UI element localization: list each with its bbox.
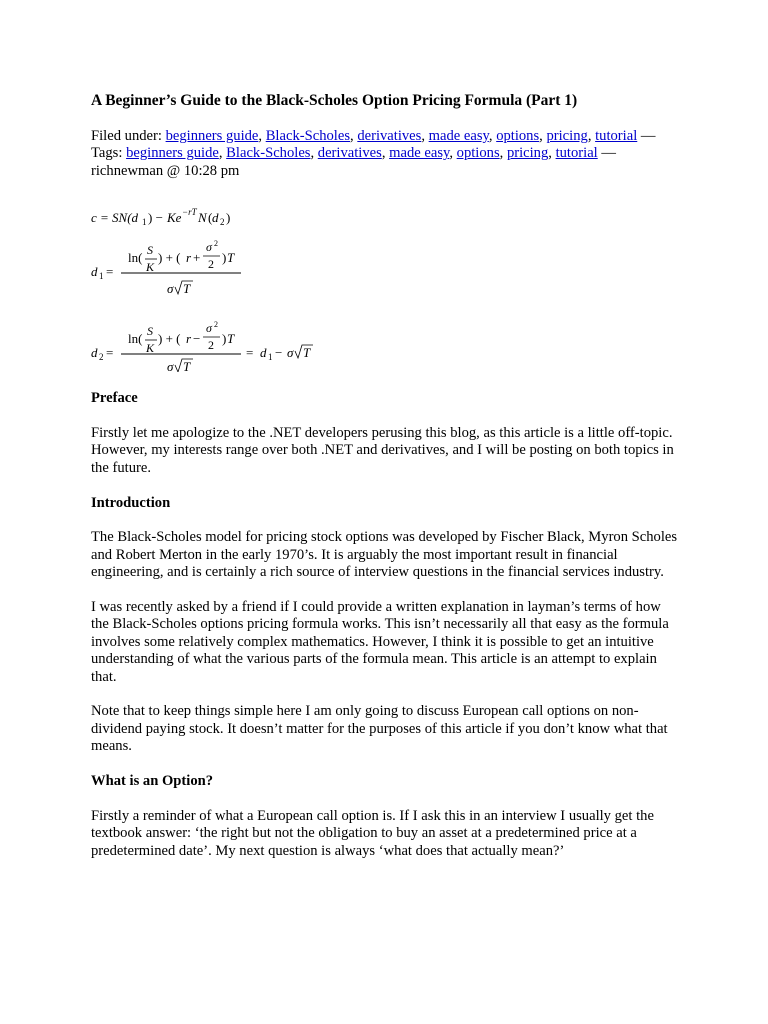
option-paragraph: Firstly a reminder of what a European call option is. If I ask this in an interview I usually get the textbook answer: ‘the right but not the obligation to buy an asset at a predetermined price at a predetermined date’. My next question is always ‘what does that actually mean?’	[91, 807, 654, 859]
svg-text:K: K	[146, 341, 155, 356]
svg-text:ln(: ln(	[128, 331, 143, 347]
tags-link[interactable]: beginners guide	[126, 145, 219, 162]
d2-formula	[91, 320, 313, 372]
svg-text:2: 2	[208, 257, 214, 272]
tags-link[interactable]: derivatives	[317, 145, 382, 162]
svg-text:r: r	[186, 331, 192, 347]
svg-text:Ke: Ke	[167, 210, 182, 226]
black-scholes-formulas	[91, 196, 681, 372]
svg-text:N: N	[198, 210, 207, 226]
tags-label: Tags:	[91, 145, 123, 162]
svg-text:S: S	[147, 243, 153, 258]
svg-text:+: +	[193, 250, 201, 266]
filed_under-link[interactable]: tutorial	[595, 128, 638, 144]
svg-text:c = SN(d: c = SN(d	[91, 210, 139, 226]
svg-text:T: T	[303, 345, 311, 361]
svg-text:1: 1	[142, 217, 147, 228]
svg-text:σ: σ	[167, 281, 174, 297]
d1-formula	[91, 239, 241, 296]
meta-separator: —	[597, 145, 616, 162]
tags-link[interactable]: pricing	[506, 145, 549, 162]
svg-text:) + (: ) + (	[158, 331, 181, 347]
filed_under-link[interactable]: derivatives	[357, 128, 422, 144]
svg-text:T: T	[227, 331, 235, 347]
svg-text:2: 2	[208, 338, 214, 353]
svg-text:=: =	[246, 345, 254, 361]
svg-text:−: −	[193, 331, 201, 347]
author-line: richnewman @ 10:28 pm	[91, 162, 240, 179]
svg-text:d: d	[91, 264, 98, 280]
svg-text:T: T	[183, 281, 191, 297]
svg-text:ln(: ln(	[128, 250, 143, 266]
svg-text:=: =	[106, 345, 114, 361]
svg-text:2: 2	[214, 239, 218, 249]
svg-text:) −: ) −	[148, 210, 163, 226]
introduction-paragraph-2: I was recently asked by a friend if I could provide a written explanation in layman’s terms of how the Black-Scholes options pricing formula works. This isn’t necessarily all that easy as the formula involves some relatively complex mathematics. However, I think it is possible to get an intuitive understanding of what the various parts of the formula mean. This article is an attempt to explain that.	[91, 599, 669, 685]
introduction-paragraph-1: The Black-Scholes model for pricing stock options was developed by Fischer Black, Myron Scholes and Robert Merton in the early 1970’s. It is arguably the most important result in financial engineering, and is certainly a rich source of interview questions in the financial services industry.	[91, 529, 678, 581]
article-meta	[91, 128, 681, 180]
filed-under-list: beginners guide, Black-Scholes, derivatives, made easy, options, pricing, tutorial	[165, 128, 638, 144]
svg-text:2: 2	[214, 320, 218, 330]
svg-text:): )	[226, 210, 231, 226]
call-price-formula	[91, 207, 230, 227]
svg-text:σ: σ	[167, 359, 174, 373]
filed-under-label: Filed under:	[91, 128, 162, 144]
svg-text:2: 2	[99, 352, 104, 363]
formula-image	[91, 196, 351, 372]
filed_under-link[interactable]: options	[496, 128, 540, 144]
tags-link[interactable]: made easy	[389, 145, 450, 162]
article-title: A Beginner’s Guide to the Black-Scholes Option Pricing Formula (Part 1)	[91, 92, 578, 109]
what-is-option-heading: What is an Option?	[91, 773, 214, 790]
svg-text:d: d	[212, 210, 219, 226]
svg-text:T: T	[227, 250, 235, 266]
filed_under-link[interactable]: made easy	[428, 128, 489, 144]
preface-paragraph: Firstly let me apologize to the .NET developers perusing this blog, as this article is a little off-topic. However, my interests range over both .NET and derivatives, and I will be posting on both topics in the future.	[91, 425, 674, 476]
svg-text:σ: σ	[206, 240, 212, 255]
tags-link[interactable]: tutorial	[555, 145, 598, 162]
svg-text:2: 2	[220, 217, 225, 228]
tags-list: beginners guide, Black-Scholes, derivatives, made easy, options, pricing, tutorial	[126, 145, 598, 162]
filed_under-link[interactable]: pricing	[546, 128, 588, 144]
svg-text:T: T	[183, 359, 191, 373]
meta-separator: —	[637, 128, 656, 144]
filed_under-link[interactable]: beginners guide	[165, 128, 259, 144]
filed_under-link[interactable]: Black-Scholes	[265, 128, 351, 144]
introduction-paragraph-3: Note that to keep things simple here I am only going to discuss European call options on non-dividend paying stock. It doesn’t matter for the purposes of this article if you don’t know what that means.	[91, 703, 668, 755]
preface-heading: Preface	[91, 390, 138, 407]
svg-text:r: r	[186, 250, 192, 266]
svg-text:−: −	[275, 345, 283, 361]
svg-text:): )	[222, 331, 227, 347]
svg-text:K: K	[146, 260, 155, 275]
svg-text:): )	[222, 250, 227, 266]
svg-text:d: d	[91, 345, 98, 361]
svg-text:σ: σ	[287, 345, 294, 361]
svg-text:1: 1	[99, 271, 104, 282]
introduction-heading: Introduction	[91, 494, 171, 511]
svg-text:=: =	[106, 264, 114, 280]
svg-text:S: S	[147, 324, 153, 339]
tags-link[interactable]: Black-Scholes	[226, 145, 311, 162]
svg-text:−rT: −rT	[182, 207, 197, 218]
svg-text:) + (: ) + (	[158, 250, 181, 266]
svg-text:(: (	[208, 210, 213, 226]
svg-text:d: d	[260, 345, 267, 361]
svg-text:1: 1	[268, 352, 273, 363]
tags-link[interactable]: options	[456, 145, 500, 162]
article	[91, 92, 681, 860]
svg-text:σ: σ	[206, 321, 212, 336]
